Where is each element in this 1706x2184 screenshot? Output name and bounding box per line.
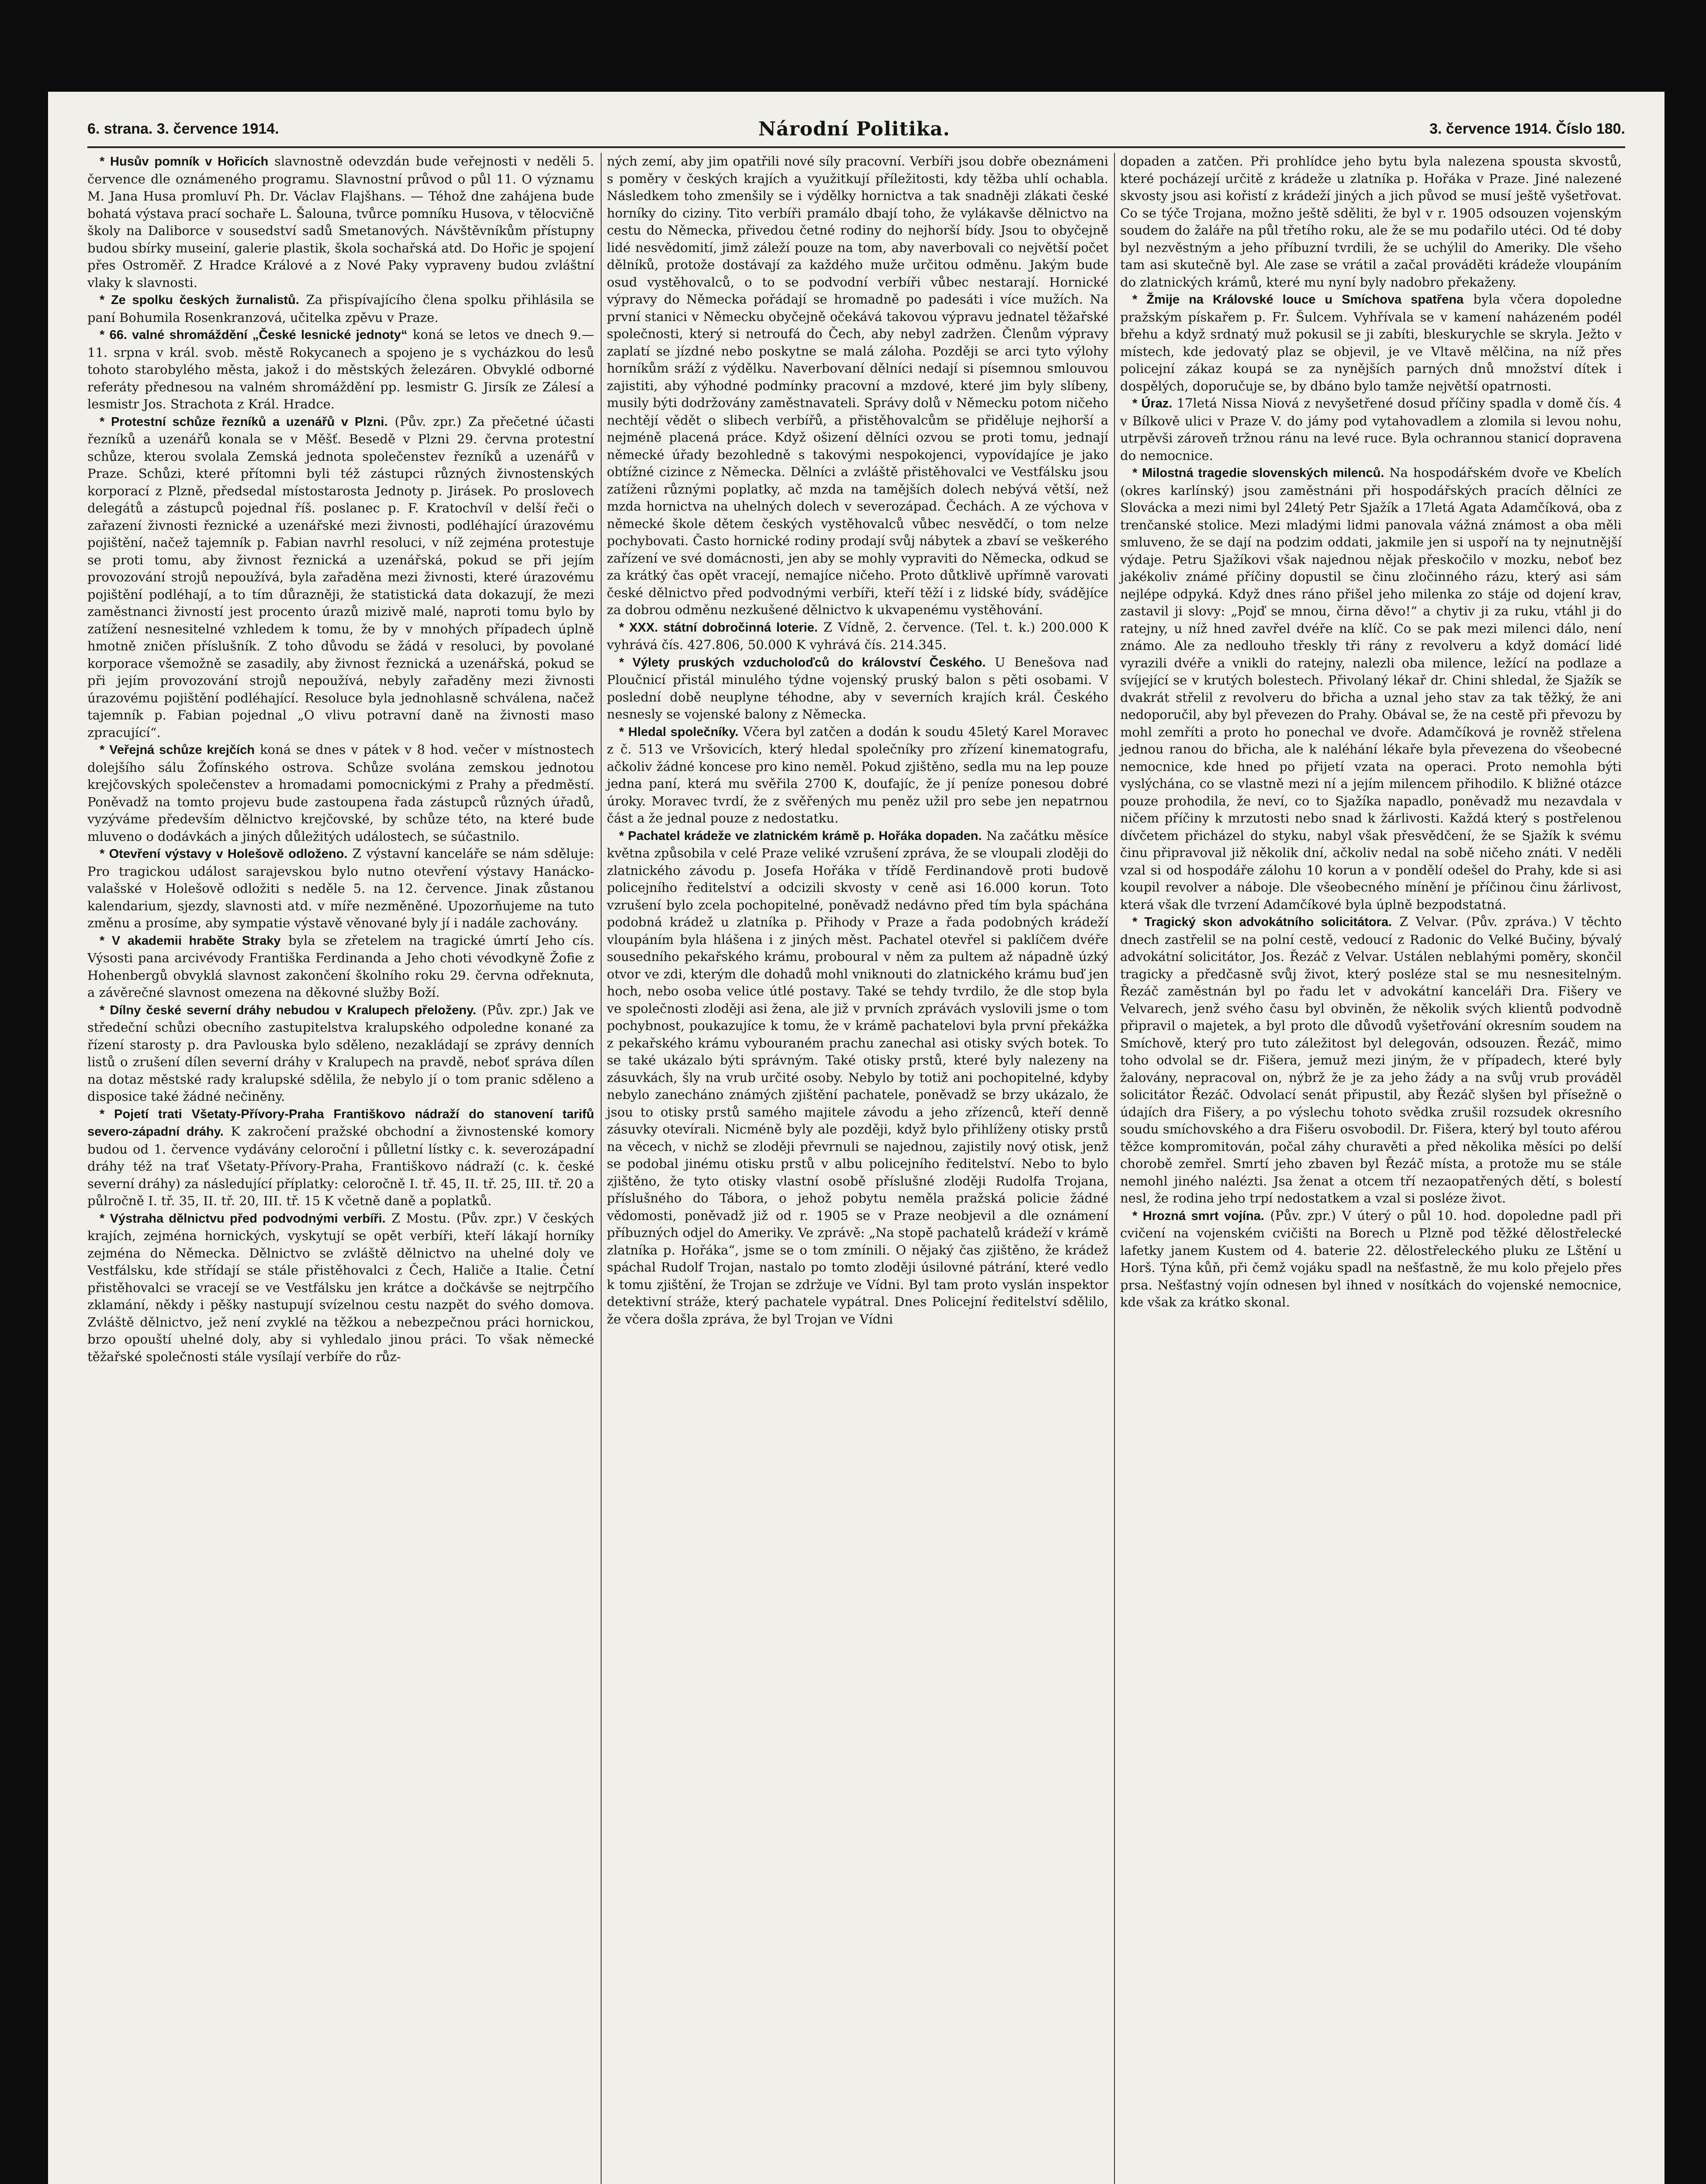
article-body: Na hospodářském dvoře ve Kbelích (okres karlínský) jsou zaměstnáni při hospodářských pracích dělníci ze Slovácka a mezi nimi byl 24letý Petr Sjažík a 17letá Agata Adamčíková, oba z trenčanské stolice. Mezi mladými lidmi panovala vážná známost a oba měli smluveno, že se dají na podzim oddati, jakmile jen si uspoří na ty nejnutnější výdaje. Petru Sjažíkovi však najednou nějak přeskočilo v mozku, neboť bez jakékoliv známé příčiny dopustil se činu zločinného rázu, který asi sám nejlépe odpyká. Když dnes ráno přišel jeho milenka zo stáje od dojení krav, zastavil ji slovy: „Pojď se mnou, čirna děvo!“ a chytiv ji za ruku, vtáhl ji do ratejny, u níž hned zavřel dvéře na klíč. Co se pak mezi milenci dálo, není známo. Ale za nedlouho třeskly tři rány z revolveru a když domácí lidé vyrazili dvéře a vnikli do ratejny, nalezli oba milence, ležící na podlaze a svíjející se v krutých bolestech. Přivolaný lékař dr. Chini shledal, že Sjažík se dvakrát střelil z revolveru do břicha a uznal jeho stav za tak těžký, že ani nedoporučil, aby byl převezen do Prahy. Obával se, že na cestě při převozu by mohl zemříti a proto ho ponechal ve dvoře. Adamčíková je rovněž střelena jednou ranou do břicha, ale k naléhání lékaře byla převezena do všeobecné nemocnice, kde hned po přijetí vzata na operaci. Proto nemohla býti vyslýchána, co se vlastně mezi ní a jejím milencem přihodilo. K bližné otázce pouze prohodila, že neví, co to Sjažíka napadlo, poněvadž mu nezavdala v ničem příčiny k mrzutosti nebo snad k žárlivosti. Každá který s postřelenou dívčetem přicházel do styku, nabyl však přesvědčení, že se Sjažík k svému činu připravoval již několik dní, ačkoliv nedal na sobě ničeho znáti. V neděli vzal si od hospodáře zálohu 10 korun a v pondělí odešel do Prahy, kde si asi koupil revolver a náboje. Dle všeobecného mínění je příčinou činu žárlivost, která však dle tvrzení Adamčíkové byla úplně bezpodstatná. bbox=[1120, 465, 1622, 912]
article-paragraph bbox=[87, 845, 594, 932]
article-body: U Benešova nad Ploučnicí přistál minulého týdne vojenský pruský balon s pěti osobami. V poslední době neuplyne téhodne, aby v severních krajích král. Českého nesnesly se vojenské balony z Německa. bbox=[607, 654, 1108, 722]
newspaper-title: Národní Politika. bbox=[758, 117, 950, 140]
article-headline: * Výstraha dělnictvu před podvodnými verbíři. bbox=[100, 1211, 386, 1226]
article-paragraph bbox=[607, 723, 1108, 827]
article-paragraph bbox=[1120, 291, 1622, 395]
article-body: (Pův. zpr.) Za přečetné účasti řezníků a uzenářů konala se v Měšť. Besedě v Plzni 29. června protestní schůze, kterou svolala Zemská jednota společenstev řezníků a uzenářů v Praze. Schůzi, které přítomni byli též zástupci různých živnostenských korporací z Plzně, předsedal místostarosta Jednoty p. Jirásek. Po proslovech delegátů a zástupců pojednal říš. poslanec p. F. Kratochvíl v delší řeči o zařazení živnosti řeznické a uzenářské mezi živnosti, podléhající úrazovému pojištění, načež tajemník p. Fabian navrhl resoluci, v níž zejména protestuje se proti tomu, aby živnost řeznická a uzenářská, pokud se při jejím provozování strojů nepoužívá, byla zařaděna mezi živnosti, které úrazovému pojištění podléhají, a to tím důrazněji, že statistická data dokazují, že mezi zaměstnanci živností jest procento úrazů mizivě malé, naproti tomu bylo by zatížení nesnesitelné vzhledem k tomu, že by v mnohých případech úplně hmotně zničen příslušník. Z toho důvodu se žádá v resoluci, by povolané korporace všemožně se zasadily, aby živnost řeznická a uzenářská, pokud se při jejím provozování strojů nepoužívá, nebyly zařaděny mezi živnosti úrazovému pojištění podléhající. Resoluce byla jednohlasně schválena, načež tajemník p. Fabian pojednal „O vlivu potravní daně na živnosti maso zpracující“. bbox=[87, 414, 594, 740]
article-paragraph bbox=[87, 1106, 594, 1210]
article-body: Z výstavní kanceláře se nám sděluje: Pro tragickou událost sarajevskou bylo nutno otevření výstavy Hanácko-valašské v Holešově odložiti s neděle 5. na 12. července. Jinak zůstanou kalendarium, sjezdy, slavnosti atd. v míře nezměněné. Upozorňujeme na tuto změnu a prosíme, aby sympatie výstavě věnované byly jí i nadále zachovány. bbox=[87, 846, 594, 930]
article-paragraph bbox=[87, 1210, 594, 1366]
article-paragraph bbox=[87, 291, 594, 326]
article-headline: * Husův pomník v Hořicích bbox=[100, 155, 269, 169]
article-headline: * 66. valné shromáždění „České lesnické jednoty“ bbox=[100, 328, 408, 342]
article-paragraph bbox=[607, 153, 1108, 619]
article-body: Z Mostu. (Pův. zpr.) V českých krajích, zejména hornických, vyskytují se opět verbíři, kteří lákají horníky zejména do Německa. Dělnictvo se zvláště dělnictvo na uhelné doly ve Vestfálsku, kde střídají se stále přistěhovalci z Čech, Haliče a Italie. Četní přistěhovalci se vracejí se ve Vestfálsku jen krátce a dočkávše se nejtrpčího zklamání, někdy i pěšky nastupují svízelnou cestu nazpět do svého domova. Zvláště dělnictvo, jež není zvyklé na těžkou a nebezpečnou práci hornickou, brzo opouští uhelné doly, aby si vyhledalo jinou práci. To však německé těžařské společnosti stále vysílají verbíře do růz- bbox=[87, 1210, 594, 1364]
article-headline: * Hrozná smrt vojína. bbox=[1132, 1209, 1264, 1223]
article-paragraph bbox=[607, 827, 1108, 1328]
article-body: byla včera dopoledne pražským pískařem p. Fr. Šulcem. Vyhřívala se v kamení naházeném podél břehu a když srdnatý muž pokusil se ji zabíti, bleskurychle se skryla. Ježto v místech, kde jedovatý plaz se objevil, je ve Vltavě mělčina, na níž přes policejní zákaz koupá se za nynějších parných dnů množství dítek i dospělých, doporučuje se, by dbáno bylo tamže největší opatrnosti. bbox=[1120, 292, 1622, 394]
page-header bbox=[87, 111, 1625, 148]
article-body: koná se dnes v pátek v 8 hod. večer v místnostech dolejšího sálu Žofínského ostrova. Schůze svolána zemskou jednotou krejčovských společenstev a hromadami pomocnickými z Prahy a předměstí. Poněvadž na tomto projevu bude zastoupena řada zástupců různých úřadů, vyzýváme především dělnictvo krejčovské, by schůze této, na které bude mluveno o dodávkách a jiných důležitých událostech, se súčastnilo. bbox=[87, 742, 594, 844]
article-paragraph bbox=[1120, 913, 1622, 1207]
header-issue-right: 3. července 1914. Číslo 180. bbox=[1429, 120, 1625, 137]
newspaper-page bbox=[48, 92, 1664, 2184]
article-paragraph bbox=[87, 1002, 594, 1106]
article-paragraph bbox=[1120, 395, 1622, 464]
article-headline: * Ze spolku českých žurnalistů. bbox=[100, 293, 299, 307]
article-headline: * Žmije na Královské louce u Smíchova spatřena bbox=[1132, 293, 1464, 307]
article-paragraph bbox=[87, 326, 594, 413]
article-headline: * Dílny české severní dráhy nebudou v Kralupech přeloženy. bbox=[100, 1003, 477, 1017]
column-2 bbox=[601, 153, 1108, 2184]
article-headline: * Hledal společníky. bbox=[619, 725, 739, 739]
article-body: K zakročení pražské obchodní a živnostenské komory budou od 1. července vydávány celoroční i půlletní lístky c. k. severozápadní dráhy též na trať Všetaty-Přívory-Praha, Františkovo nádraží (c. k. české severní dráhy) za následující příplatky: celoročně I. tř. 45, II. tř. 25, III. tř. 20 a půlročně I. tř. 35, II. tř. 20, III. tř. 15 K včetně daně a poplatků. bbox=[87, 1124, 594, 1208]
article-body: Z Vídně, 2. července. (Tel. t. k.) 200.000 K vyhrává čís. 427.806, 50.000 K vyhrává čís. 214.345. bbox=[607, 619, 1108, 652]
article-body: slavnostně odevzdán bude veřejnosti v neděli 5. července dle oznámeného programu. Slavnostní průvod o půl 11. O významu M. Jana Husa promluví Ph. Dr. Václav Flajšhans. — Téhož dne zahájena bude bohatá výstava prací sochaře L. Šalouna, tvůrce pomníku Husova, v tělocvičně školy na Daliborce v sousedství sadů Smetanových. Návštěvníkům přístupny budou sbírky museiní, galerie plastik, škola sochařská atd. Do Hořic je spojení přes Ostroměř. Z Hradce Králové a z Nové Paky vypraveny budou zvláštní vlaky k slavnosti. bbox=[87, 154, 594, 290]
article-headline: * Tragický skon advokátního solicitátora. bbox=[1132, 915, 1392, 929]
article-body: (Pův. zpr.) V úterý o půl 10. hod. dopoledne padl při cvičení na vojenském cvičišti na Borech u Plzně pod těžké dělostřelecké lafetky janem Kustem od 4. baterie 22. dělostřeleckého pluku ze Lštění u Horš. Týna kůň, při čemž vojáku spadl na nešťastně, že mu kolo přejelo přes prsa. Nešťastný vojín odnesen byl ihned v nosítkách do vojenské nemocnice, kde však za krátko skonal. bbox=[1120, 1208, 1622, 1310]
article-headline: * Protestní schůze řezníků a uzenářů v Plzni. bbox=[100, 415, 388, 429]
article-paragraph bbox=[1120, 153, 1622, 291]
article-paragraph bbox=[87, 932, 594, 1002]
article-headline: * Veřejná schůze krejčích bbox=[100, 743, 255, 757]
article-headline: * V akademii hraběte Straky bbox=[100, 933, 281, 948]
article-headline: * Pachatel krádeže ve zlatnickém krámě p. Hořáka dopaden. bbox=[619, 829, 982, 843]
header-date-left: 6. strana. 3. července 1914. bbox=[87, 120, 279, 137]
article-body: byla se zřetelem na tragické úmrtí Jeho cís. Výsosti pana arcivévody Františka Ferdinanda a Jeho choti vévodkyně Žofie z Hohenbergů obvyklá slavnost zakončení školního roku 29. června odřeknuta, a závěrečné slavnost omezena na děkovné služby Boží. bbox=[87, 933, 594, 1000]
article-paragraph bbox=[1120, 1207, 1622, 1311]
column-1 bbox=[87, 153, 594, 2184]
article-body: Z Velvar. (Pův. zpráva.) V těchto dnech zastřelil se na polní cestě, vedoucí z Radonic do Velké Bučiny, bývalý advokátní solicitátor, Jos. Řezáč z Velvar. Ustálen neblahými poměry, skončil tragicky a předčasně svůj život, který posléze stal se mu nesnesitelným. Řezáč zaměstnán byl po řadu let v advokátní kanceláři Dra. Fišery ve Velvarech, jenž svého času byl obviněn, že několik svých klientů podvodně připravil o majetek, a byl proto dle důvodů vyšetřování okresním soudem na Smíchově, který pro tuto záležitost byl delegován, odsouzen. Řezáč, mimo toho odvolal se dr. Fišera, jemuž mezi jiným, že v případech, které byly žalovány, nepracoval on, nýbrž že je za jeho žády a na svůj vrub prováděl solicitátor Řezáč. Odvolací senát připustil, aby Řezáč slyšen byl přísežně o údajích dra Fišery, a po výslechu tohoto svědka zrušil rozsudek okresního soudu smíchovského a dra Fišeru osvobodil. Dr. Fišera, který byl touto aférou těžce kompromitován, počal záhy churavěti a před několika měsíci po delší chorobě zemřel. Smrtí jeho zbaven byl Řezáč místa, a protože mu se stále nemohl jiného nalézti. Jsa ženat a otcem tří nezaopatřených dětí, s bolestí nesl, že rodina jeho trpí nedostatkem a vzal si posléze život. bbox=[1120, 914, 1622, 1206]
article-headline: * Úraz. bbox=[1132, 397, 1173, 411]
article-headline: * Pojetí trati Všetaty-Přívory-Praha Františkovo nádraží do stanovení tarifů severo-západní dráhy. bbox=[87, 1107, 594, 1139]
article-body: Za přispívajícího člena spolku přihlásila se paní Bohumila Rosenkranzová, učitelka zpěvu v Praze. bbox=[87, 292, 594, 325]
article-body: 17letá Nissa Niová z nevyšetřené dosud příčiny spadla v domě čís. 4 v Bílkově ulici v Praze V. do jámy pod vytahovadlem a zlomila si levou nohu, utrpěvši zároveň tržnou ránu na levé ruce. Byla ochrannou stanicí dopravena do nemocnice. bbox=[1120, 396, 1622, 463]
article-headline: * Výlety pruských vzducholoďců do království Českého. bbox=[619, 655, 986, 670]
article-headline: * XXX. státní dobročinná loterie. bbox=[619, 620, 818, 635]
article-headline: * Otevření výstavy v Holešově odloženo. bbox=[100, 847, 348, 861]
article-body: Včera byl zatčen a dodán k soudu 45letý Karel Moravec z č. 513 ve Vršovicích, který hledal společníky pro zřízení kinematografu, ačkoliv žádné koncese pro kino neměl. Pokud zjištěno, sedla mu na lep pouze jedna paní, která mu svěřila 2700 K, doufajíc, že jí peníze ponesou dobré úroky. Moravec tvrdí, že z svěřených mu peněz užil pro sebe jen nepatrnou část a že jednal pouze z nedostatku. bbox=[607, 724, 1108, 826]
article-paragraph bbox=[607, 654, 1108, 723]
article-paragraph bbox=[1120, 464, 1622, 913]
article-body: Na začátku měsíce května způsobila v celé Praze veliké vzrušení zpráva, že se vloupali zloději do zlatnického závodu p. Josefa Hořáka v třídě Ferdinandově proti budově policejního ředitelství a odcizili skvosty v ceně asi 16.000 korun. Toto vzrušení bylo zcela pochopitelné, poněvadž nedávno před tím byla spáchána podobná krádež u zlatníka p. Přihody v Praze a řada podobných krádeží vloupáním byla hlášena i z jiných měst. Pachatel otevřel si paklíčem dvéře sousedního pekařského krámu, proboural v něm za pultem až nápadně úzký otvor ve zdi, kterým dle dohadů mohl vniknouti do zlatnického krámu buď jen hoch, nebo osoba velice útlé postavy. Také se tehdy tvrdilo, že dle stop byla ve společnosti zloději asi žena, ale již v prvních zprávách vyslovili jsme o tom pochybnost, poukazujíce k tomu, že v krámě pachatelovi byla první překážka z pekařského krámu vybouraném prachu zanechal asi otisky svých botek. To se také ukázalo býti správným. Také otisky prstů, které byly nalezeny na zásuvkách, šly na vrub určité osoby. Nebylo by totiž ani pochopitelné, kdyby nebylo zanecháno známých zjištění pachatele, poněvadž se brzy ukázalo, že jsou to otisky prstů samého majitele závodu a jeho zřízenců, kteří denně zásuvky otevírali. Nicméně byly ale později, když bylo přihlíženy otisky prstů na věcech, v nichž se zloději převrnuli se najednou, zajistily nový otisk, jenž se podobal jinému otisku prstů v albu policejního ředitelství. Nebo to bylo zjištěno, že tyto otisky vlastní osobě příslušné zloději Rudolfa Trojana, příslušného do Tábora, o jehož pobytu neměla pražská policie žádné vědomosti, poněvadž již od r. 1905 se v Praze neobjevil a dle oznámení příbuzných odjel do Ameriky. Ve zprávě: „Na stopě pachatelů krádeží v krámě zlatníka p. Hořáka“, jsme se o tom zmínili. O nějaký čas zjištěno, že krádež spáchal Rudolf Trojan, nastalo po tomto zloději úsilovné pátrání, které vedlo k tomu zjištění, že Trojan se zdržuje ve Vídni. Byl tam proto vyslán inspektor detektivní stráže, který pachatele vypátral. Dnes Policejní ředitelství sdělilo, že včera došla zpráva, že byl Trojan ve Vídni bbox=[607, 828, 1108, 1327]
article-headline: * Milostná tragedie slovenských milenců. bbox=[1132, 466, 1384, 480]
article-paragraph bbox=[87, 741, 594, 845]
article-paragraph bbox=[87, 153, 594, 291]
article-paragraph bbox=[607, 619, 1108, 654]
article-paragraph bbox=[87, 413, 594, 742]
article-body: (Pův. zpr.) Jak ve středeční schůzi obecního zastupitelstva kralupského odpoledne konané za řízení starosty p. dra Pavlouska bylo sděleno, nezakládají se zprávy denních listů o zrušení dílen severní dráhy v Kralupech na pravdě, neboť správa dílen na dotaz městské rady kralupské sdělila, že nebylo jí o tom pranic sděleno a disposice také žádné nečiněny. bbox=[87, 1002, 594, 1104]
article-body: koná se letos ve dnech 9.—11. srpna v král. svob. městě Rokycanech a spojeno je s vycházkou do lesů tohoto starobylého města, jakož i do městských železáren. Obvyklé odborné referáty přednesou na valném shromáždění pp. lesmistr G. Jirsík ze Zálesí a lesmistr Jos. Strachota z Král. Hradce. bbox=[87, 327, 594, 411]
article-body: ných zemí, aby jim opatřili nové síly pracovní. Verbíři jsou dobře obeznámeni s poměry v českých krajích a využitkují příležitosti, kdy těžba uhlí ochabla. Následkem toho zmenšily se i výdělky hornictva a tak snadněji zlákati české horníky do ciziny. Tito verbíři pramálo dbají toho, že vylákavše dělnictvo na cestu do Německa, přivedou četné rodiny do nejhorší bídy. Jsou to obyčejně lidé nesvědomití, jimž záleží pouze na tom, aby naverbovali co největší počet dělníků, protože dostávají za každého muže určitou odměnu. Jakým bude osud vystěhovalců, o to se podvodní verbíři vůbec nestarají. Hornické výpravy do Německa pořádají se hromadně po padesáti i více mužích. Na první stanici v Německu obyčejně očekává takovou výpravu jednatel těžařské společnosti, který si netroufá do Čech, aby nebyl zadržen. Členům výpravy zaplatí se jízdné nebo poskytne se malá záloha. Později se arci tyto výlohy horníkům sráží z výdělku. Naverbovaní dělníci nedají si písemnou smlouvou zajistiti, aby výhodné podmínky pracovní a mzdové, které jim byly slíbeny, musily býti dodržovány zaměstnavateli. Správy dolů v Německu potom ničeho nechtějí vědět o slibech verbířů, a přistěhovalcům se přiděluje nejhorší a nejméně placená práce. Když ošizení dělníci ozvou se proti tomu, jednají německé úřady bezohledně s takovými nespokojenci, vypovídajíce je jako obtížné cizince z Německa. Dělníci a zvláště přistěhovalci ve Vestfálsku jsou zatíženi různými poplatky, ač mzda na tamějších dolech nebývá větší, než mzda hornictva na uhelných dolech v severozápad. Čechách. A ze výchova v německé škole dětem českých vystěhovalců vůbec nesvědčí, o tom nelze pochybovati. Často hornické rodiny prodají svůj nábytek a zbaví se veškerého zařízení ve své domácnosti, jen aby se mohly vypraviti do Německa, odkud se za krátký čas opět vracejí, nemajíce ničeho. Proto důtklivě upřímně varovati české dělnictvo před podvodnými verbíři, kteří těží i z lidské bídy, svádějíce za dobrou odměnu nezkušené dělnictvo k ukvapenému vystěhování. bbox=[607, 154, 1108, 617]
article-body: dopaden a zatčen. Při prohlídce jeho bytu byla nalezena spousta skvostů, které pocházejí určitě z krádeže u zlatníka p. Hořáka v Praze. Jiné nalezené skvosty jsou asi kořistí z krádeží jiných a jich původ se musí ještě vyšetřovat. Co se týče Trojana, možno ještě sděliti, že byl v r. 1905 odsouzen vojenským soudem do žaláře na půl třetího roku, ale že se mu podařilo utéci. Od té doby byl nezvěstným a jeho příbuzní tvrdili, že se uchýlil do Ameriky. Dle všeho tam asi skutečně byl. Ale zase se vrátil a začal prováděti krádeže vloupáním do zlatnických krámů, které mu nyní byly nadobro překaženy. bbox=[1120, 154, 1622, 290]
column-3 bbox=[1114, 153, 1622, 2184]
